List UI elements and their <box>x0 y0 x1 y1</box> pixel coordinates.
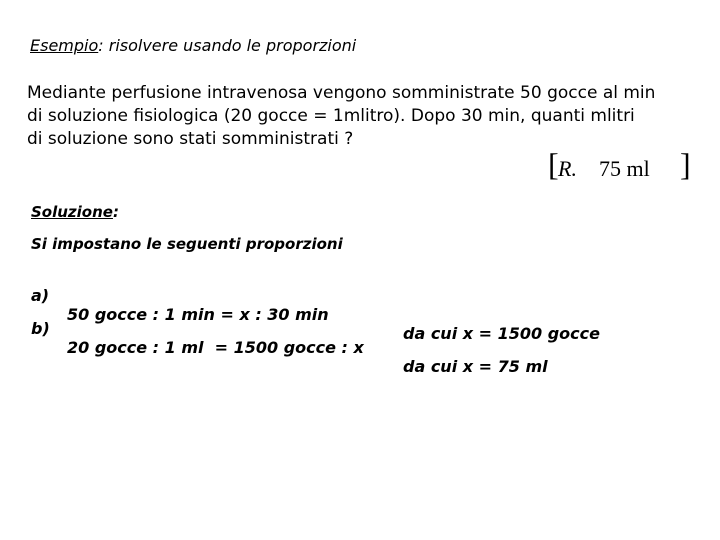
example-heading-word: Esempio <box>30 36 99 55</box>
solution-label <box>31 203 119 221</box>
row-result: da cui x = 1500 gocce <box>403 324 600 343</box>
row-label: b) <box>31 319 50 338</box>
example-heading <box>30 36 356 55</box>
answer-prefix: R. <box>558 156 577 181</box>
problem-line: Mediante perfusione intravenosa vengono somministrate 50 gocce al min <box>27 83 656 103</box>
answer-right-bracket: ] <box>680 146 691 182</box>
solution-intro: Si impostano le seguenti proporzioni <box>31 235 343 253</box>
answer-text <box>558 156 650 182</box>
problem-line: di soluzione sono stati somministrati ? <box>27 129 354 149</box>
solution-label-colon: : <box>112 203 119 221</box>
problem-statement <box>27 82 707 151</box>
example-heading-rest: : risolvere usando le proporzioni <box>98 36 357 55</box>
answer-value: 75 ml <box>598 156 650 181</box>
row-result: da cui x = 75 ml <box>403 357 548 376</box>
row-equation: 20 gocce : 1 ml = 1500 gocce : x <box>67 338 364 357</box>
problem-line: di soluzione fisiologica (20 gocce = 1mlitro). Dopo 30 min, quanti mlitri <box>27 106 635 126</box>
solution-label-word: Soluzione <box>31 203 113 221</box>
row-equation: 50 gocce : 1 min = x : 30 min <box>67 305 329 324</box>
answer-left-bracket: [ <box>548 146 559 182</box>
row-label: a) <box>31 286 50 305</box>
